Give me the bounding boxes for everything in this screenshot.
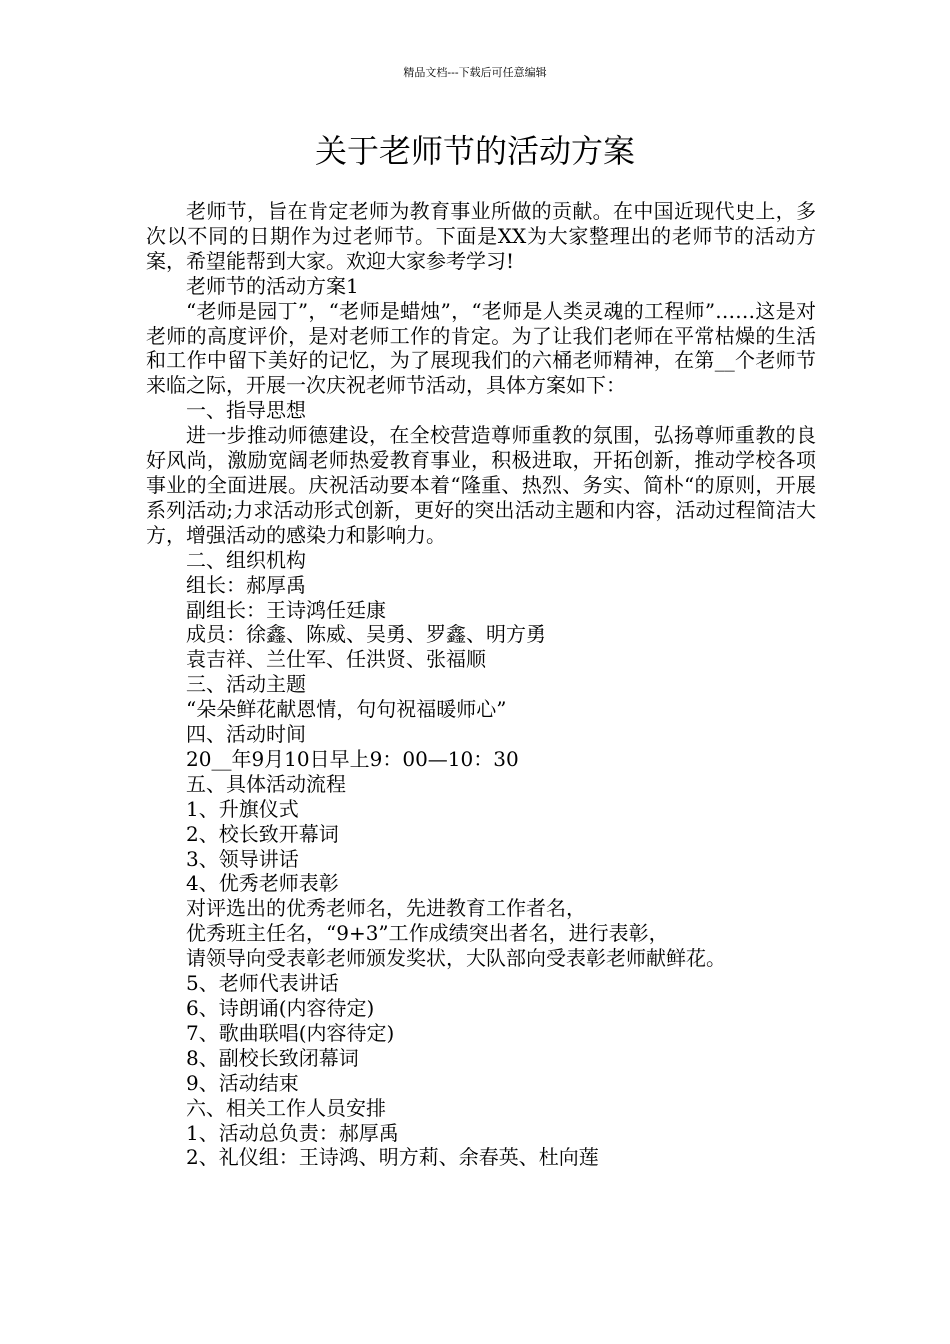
- body-paragraph: 老师节，旨在肯定老师为教育事业所做的贡献。在中国近现代史上，多次以不同的日期作为过老师节。下面是XX为大家整理出的老师节的活动方案，希望能帮到大家。欢迎大家参考学习!: [146, 199, 816, 273]
- body-line: 一、指导思想: [186, 398, 306, 423]
- body-line: 三、活动主题: [186, 672, 306, 697]
- body-line: 组长：郝厚禹: [186, 572, 306, 597]
- header-note: 精品文档---下载后可任意编辑: [403, 66, 547, 79]
- body-line: 请领导向受表彰老师颁发奖状，大队部向受表彰老师献鲜花。: [186, 946, 726, 971]
- body-line: 5、老师代表讲话: [186, 971, 339, 996]
- body-line: 2、校长致开幕词: [186, 821, 339, 846]
- body-line: 1、活动总负责：郝厚禹: [186, 1120, 399, 1145]
- body-line: 二、组织机构: [186, 547, 306, 572]
- body-line: 六、相关工作人员安排: [186, 1095, 386, 1120]
- body-line: 6、诗朗诵(内容待定): [186, 996, 375, 1020]
- body-line: 对评选出的优秀老师名，先进教育工作者名，: [186, 896, 586, 921]
- body-line: 四、活动时间: [186, 722, 306, 747]
- body-line: “朵朵鲜花献恩情，句句祝福暖师心”: [186, 697, 507, 722]
- body-line: 老师节的活动方案1: [186, 273, 359, 298]
- body-line: 4、优秀老师表彰: [186, 871, 339, 896]
- body-line: 副组长：王诗鸿任廷康: [186, 597, 386, 622]
- body-line: 优秀班主任名，“9+3”工作成绩突出者名，进行表彰，: [186, 921, 669, 946]
- body-paragraph: 进一步推动师德建设，在全校营造尊师重教的氛围，弘扬尊师重教的良好风尚，激励宽阔老师热爱教育事业，积极进取，开拓创新，推动学校各项事业的全面进展。庆祝活动要本着“隆重、热烈、务实、简朴“的原则，开展系列活动;力求活动形式创新，更好的突出活动主题和内容，活动过程简洁大方，增强活动的感染力和影响力。: [146, 423, 816, 547]
- document-body: [146, 199, 816, 1170]
- body-line: 9、活动结束: [186, 1070, 299, 1095]
- body-line: 袁吉祥、兰仕军、任洪贤、张福顺: [186, 647, 486, 672]
- body-line: 3、领导讲话: [186, 846, 299, 871]
- document-title: 关于老师节的活动方案: [314, 132, 635, 170]
- body-line: 成员：徐鑫、陈威、吴勇、罗鑫、明方勇: [186, 622, 546, 647]
- body-line: 8、副校长致闭幕词: [186, 1045, 359, 1070]
- body-line: 20__年9月10日早上9：00—10：30: [186, 746, 519, 771]
- body-line: 五、具体活动流程: [186, 771, 346, 796]
- body-line: 7、歌曲联唱(内容待定): [186, 1020, 395, 1045]
- body-line: 1、升旗仪式: [186, 796, 299, 821]
- body-paragraph: “老师是园丁”，“老师是蜡烛”，“老师是人类灵魂的工程师”……这是对老师的高度评价，是对老师工作的肯定。为了让我们老师在平常枯燥的生活和工作中留下美好的记忆，为了展现我们的六桶老师精神，在第__个老师节来临之际，开展一次庆祝老师节活动，具体方案如下：: [146, 298, 816, 398]
- body-line: 2、礼仪组：王诗鸿、明方莉、余春英、杜向莲: [186, 1145, 599, 1170]
